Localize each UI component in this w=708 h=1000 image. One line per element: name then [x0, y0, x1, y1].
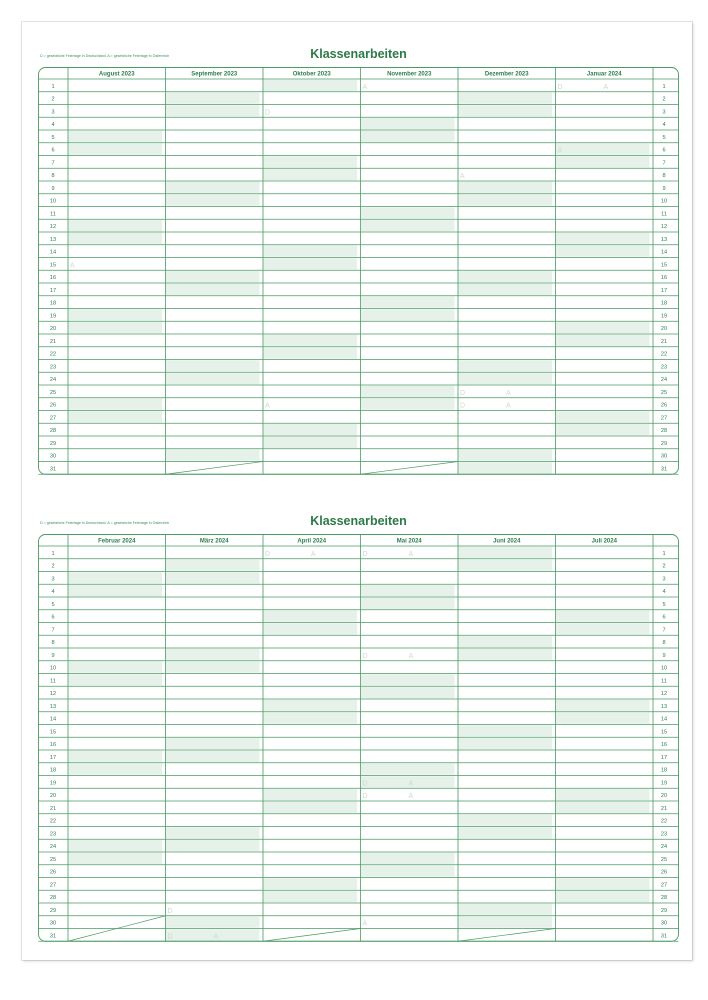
weekend-cell [69, 220, 163, 231]
day-number-right: 18 [660, 767, 668, 774]
page-title: Klassenarbeiten [310, 514, 407, 528]
weekend-cell [459, 738, 553, 749]
day-number-right: 24 [660, 377, 668, 384]
weekend-cell [69, 853, 163, 864]
weekend-cell [361, 764, 455, 775]
weekend-cell [69, 399, 163, 410]
invalid-day-strike [166, 462, 264, 475]
weekend-cell [459, 360, 553, 371]
weekend-cell [166, 271, 260, 282]
weekend-cell [69, 662, 163, 673]
weekend-cell [166, 738, 260, 749]
weekend-cell [166, 840, 260, 851]
weekend-cell [264, 246, 358, 257]
weekend-cell [361, 399, 455, 410]
day-number-right: 3 [662, 576, 666, 583]
weekend-cell [361, 853, 455, 864]
day-number-right: 31 [660, 933, 668, 940]
holiday-mark: A [506, 402, 511, 410]
day-number-right: 2 [662, 96, 666, 103]
day-number-right: 20 [660, 326, 668, 333]
weekend-cell [69, 674, 163, 685]
invalid-day-strike [361, 462, 459, 475]
weekend-cell [361, 674, 455, 685]
day-number-left: 25 [49, 389, 57, 396]
day-number-right: 19 [660, 780, 668, 787]
day-number-right: 16 [660, 742, 668, 749]
weekend-cell [264, 611, 358, 622]
weekend-cell [166, 572, 260, 583]
day-number-left: 28 [49, 895, 57, 902]
holiday-mark: D [460, 402, 466, 410]
day-number-right: 12 [660, 224, 668, 231]
holiday-mark: A [557, 147, 563, 155]
day-number-left: 24 [49, 377, 57, 384]
day-number-right: 26 [660, 402, 668, 409]
day-number-right: 28 [660, 428, 668, 435]
weekend-cell [166, 284, 260, 295]
day-number-right: 1 [662, 83, 666, 90]
weekend-cell [556, 424, 650, 435]
weekend-cell [556, 322, 650, 333]
month-header: Juli 2024 [591, 538, 617, 545]
invalid-day-strike [263, 929, 361, 942]
holiday-mark: A [213, 933, 219, 941]
day-number-left: 3 [51, 109, 55, 116]
weekend-cell [69, 585, 163, 596]
holiday-mark: D [362, 652, 368, 660]
weekend-cell [264, 424, 358, 435]
day-number-right: 14 [660, 249, 668, 256]
invalid-day-strike [458, 929, 556, 942]
weekend-cell [459, 547, 553, 558]
day-number-right: 22 [660, 818, 668, 825]
day-number-left: 26 [49, 869, 57, 876]
day-number-right: 4 [662, 122, 666, 129]
weekend-cell [69, 572, 163, 583]
day-number-left: 23 [49, 831, 57, 838]
day-number-left: 1 [51, 550, 55, 557]
weekend-cell [264, 623, 358, 634]
day-number-left: 27 [49, 415, 57, 422]
weekend-cell [361, 131, 455, 142]
calendar-grid [38, 534, 679, 944]
weekend-cell [556, 144, 650, 155]
weekend-cell [166, 195, 260, 206]
month-header: Februar 2024 [98, 538, 136, 545]
weekend-cell [556, 623, 650, 634]
weekend-cell [459, 725, 553, 736]
day-number-left: 12 [49, 691, 57, 698]
day-number-right: 17 [660, 754, 668, 761]
weekend-cell [556, 700, 650, 711]
day-number-left: 26 [49, 402, 57, 409]
weekend-cell [556, 611, 650, 622]
day-number-left: 9 [51, 652, 55, 659]
day-number-left: 18 [49, 300, 57, 307]
day-number-right: 20 [660, 793, 668, 800]
weekend-cell [69, 322, 163, 333]
day-number-left: 16 [49, 742, 57, 749]
weekend-cell [264, 802, 358, 813]
weekend-cell [556, 156, 650, 167]
day-number-left: 3 [51, 576, 55, 583]
weekend-cell [459, 182, 553, 193]
day-number-right: 19 [660, 313, 668, 320]
page-title: Klassenarbeiten [310, 47, 407, 61]
day-number-right: 3 [662, 109, 666, 116]
holiday-mark: A [362, 83, 368, 91]
weekend-cell [264, 891, 358, 902]
day-number-left: 7 [51, 160, 55, 167]
weekend-cell [69, 131, 163, 142]
day-number-right: 8 [662, 173, 666, 180]
month-header: Juni 2024 [493, 538, 521, 545]
day-number-left: 31 [49, 466, 57, 473]
day-number-left: 29 [49, 907, 57, 914]
day-number-right: 21 [660, 805, 668, 812]
day-number-left: 15 [49, 262, 57, 269]
weekend-cell [361, 866, 455, 877]
day-number-right: 21 [660, 338, 668, 345]
weekend-cell [264, 437, 358, 448]
day-number-left: 24 [49, 844, 57, 851]
weekend-cell [264, 80, 358, 91]
half-header [38, 514, 679, 534]
weekend-cell [69, 309, 163, 320]
weekend-cell [361, 687, 455, 698]
calendar-grid [38, 67, 679, 477]
day-number-right: 1 [662, 550, 666, 557]
holiday-mark: A [311, 550, 316, 558]
holiday-mark: A [408, 793, 414, 800]
day-number-left: 31 [49, 933, 57, 940]
half-header [38, 47, 679, 67]
day-number-left: 22 [49, 818, 57, 825]
weekend-cell [459, 93, 553, 104]
day-number-left: 2 [51, 96, 55, 103]
weekend-cell [361, 598, 455, 609]
weekend-cell [69, 751, 163, 762]
month-header: September 2023 [191, 71, 238, 78]
weekend-cell [556, 802, 650, 813]
day-number-right: 17 [660, 287, 668, 294]
day-number-right: 6 [662, 147, 666, 154]
day-number-left: 5 [51, 134, 55, 141]
weekend-cell [459, 917, 553, 928]
weekend-cell [556, 411, 650, 422]
weekend-cell [264, 258, 358, 269]
weekend-cell [264, 878, 358, 889]
month-header: Mai 2024 [396, 538, 422, 545]
day-number-right: 14 [660, 716, 668, 723]
day-number-left: 9 [51, 185, 55, 192]
day-number-left: 21 [49, 805, 57, 812]
weekend-cell [166, 662, 260, 673]
weekend-cell [459, 373, 553, 384]
day-number-right: 8 [662, 640, 666, 647]
month-header: April 2024 [297, 538, 327, 545]
weekend-cell [166, 917, 260, 928]
day-number-left: 10 [49, 198, 57, 205]
day-number-right: 16 [660, 275, 668, 282]
month-header: März 2024 [199, 538, 229, 545]
day-number-left: 13 [49, 236, 57, 243]
weekend-cell [264, 169, 358, 180]
day-number-left: 20 [49, 793, 57, 800]
day-number-right: 10 [660, 198, 668, 205]
weekend-cell [556, 891, 650, 902]
weekend-cell [264, 335, 358, 346]
day-number-left: 16 [49, 275, 57, 282]
holiday-mark: A [460, 173, 465, 180]
weekend-cell [361, 309, 455, 320]
day-number-right: 25 [660, 856, 668, 863]
day-number-left: 7 [51, 627, 55, 634]
day-number-right: 9 [662, 185, 666, 192]
day-number-left: 18 [49, 767, 57, 774]
holiday-mark: A [408, 652, 414, 660]
day-number-left: 10 [49, 665, 57, 672]
weekend-cell [361, 297, 455, 308]
weekend-cell [166, 751, 260, 762]
holiday-mark: A [506, 389, 511, 397]
day-number-right: 26 [660, 869, 668, 876]
weekend-cell [166, 182, 260, 193]
weekend-cell [459, 815, 553, 826]
weekend-cell [459, 636, 553, 647]
day-number-left: 4 [51, 589, 55, 596]
day-number-left: 5 [51, 601, 55, 608]
day-number-left: 13 [49, 703, 57, 710]
holiday-mark: D [362, 550, 368, 558]
day-number-left: 14 [49, 249, 57, 256]
weekend-cell [459, 560, 553, 571]
day-number-left: 14 [49, 716, 57, 723]
day-number-right: 2 [662, 563, 666, 570]
day-number-left: 6 [51, 147, 55, 154]
day-number-right: 13 [660, 703, 668, 710]
day-number-right: 29 [660, 907, 668, 914]
weekend-cell [459, 195, 553, 206]
month-header: November 2023 [387, 71, 432, 78]
day-number-left: 17 [49, 754, 57, 761]
holiday-mark: D [167, 933, 173, 941]
day-number-right: 15 [660, 729, 668, 736]
weekend-cell [361, 118, 455, 129]
weekend-cell [459, 462, 553, 473]
holiday-mark: D [362, 793, 368, 800]
day-number-left: 30 [49, 453, 57, 460]
day-number-right: 13 [660, 236, 668, 243]
weekend-cell [459, 904, 553, 915]
day-number-left: 1 [51, 83, 55, 90]
holiday-mark: A [408, 780, 414, 788]
day-number-left: 17 [49, 287, 57, 294]
holiday-mark: D [460, 389, 466, 397]
day-number-right: 27 [660, 882, 668, 889]
day-number-left: 23 [49, 364, 57, 371]
day-number-left: 15 [49, 729, 57, 736]
holiday-mark: D [265, 109, 271, 117]
day-number-left: 19 [49, 313, 57, 320]
weekend-cell [459, 105, 553, 116]
day-number-right: 5 [662, 601, 666, 608]
holiday-mark: D [167, 907, 173, 915]
day-number-left: 19 [49, 780, 57, 787]
weekend-cell [361, 220, 455, 231]
weekend-cell [361, 386, 455, 397]
day-number-left: 11 [50, 678, 56, 685]
holiday-mark: D [265, 550, 271, 558]
day-number-left: 4 [51, 122, 55, 129]
weekend-cell [459, 450, 553, 461]
day-number-right: 12 [660, 691, 668, 698]
weekend-cell [556, 713, 650, 724]
day-number-right: 31 [660, 466, 668, 473]
day-number-right: 9 [662, 652, 666, 659]
weekend-cell [264, 156, 358, 167]
day-number-left: 20 [49, 326, 57, 333]
weekend-cell [556, 335, 650, 346]
weekend-cell [166, 93, 260, 104]
weekend-cell [556, 878, 650, 889]
legend-text: D = gesetzliche Feiertage in Deutschland, A = gesetzliche Feiertage in Österreich [40, 54, 170, 58]
weekend-cell [264, 348, 358, 359]
day-number-right: 10 [660, 665, 668, 672]
day-number-right: 4 [662, 589, 666, 596]
weekend-cell [69, 233, 163, 244]
weekend-cell [166, 827, 260, 838]
day-number-right: 22 [660, 351, 668, 358]
weekend-cell [264, 789, 358, 800]
weekend-cell [166, 360, 260, 371]
day-number-right: 15 [660, 262, 668, 269]
weekend-cell [166, 560, 260, 571]
day-number-right: 29 [660, 440, 668, 447]
day-number-left: 11 [50, 211, 56, 218]
weekend-cell [264, 713, 358, 724]
day-number-left: 8 [51, 173, 55, 180]
day-number-right: 5 [662, 134, 666, 141]
day-number-right: 27 [660, 415, 668, 422]
weekend-cell [459, 827, 553, 838]
day-number-right: 28 [660, 895, 668, 902]
weekend-cell [361, 585, 455, 596]
day-number-left: 8 [51, 640, 55, 647]
day-number-left: 21 [49, 338, 57, 345]
day-number-right: 7 [662, 627, 666, 634]
day-number-right: 25 [660, 389, 668, 396]
day-number-right: 23 [660, 364, 668, 371]
day-number-right: 30 [660, 453, 668, 460]
calendar-half-1 [38, 47, 679, 477]
weekend-cell [556, 233, 650, 244]
weekend-cell [556, 789, 650, 800]
day-number-left: 25 [49, 856, 57, 863]
weekend-cell [459, 649, 553, 660]
weekend-cell [166, 373, 260, 384]
weekend-cell [459, 271, 553, 282]
month-header: August 2023 [98, 71, 135, 78]
day-number-left: 29 [49, 440, 57, 447]
holiday-mark: A [603, 83, 609, 91]
weekend-cell [69, 764, 163, 775]
day-number-right: 24 [660, 844, 668, 851]
weekend-cell [459, 284, 553, 295]
month-header: Dezember 2023 [484, 71, 529, 78]
month-header: Januar 2024 [586, 71, 622, 78]
weekend-cell [69, 840, 163, 851]
day-number-left: 30 [49, 920, 57, 927]
holiday-mark: A [408, 550, 414, 558]
legend-text: D = gesetzliche Feiertage in Deutschland, A = gesetzliche Feiertage in Österreich [40, 521, 170, 525]
day-number-left: 6 [51, 614, 55, 621]
holiday-mark: A [70, 262, 75, 270]
weekend-cell [264, 700, 358, 711]
day-number-right: 30 [660, 920, 668, 927]
weekend-cell [69, 144, 163, 155]
calendar-half-2 [38, 514, 679, 944]
day-number-right: 6 [662, 614, 666, 621]
day-number-left: 28 [49, 428, 57, 435]
day-number-right: 23 [660, 831, 668, 838]
holiday-mark: A [265, 402, 270, 410]
weekend-cell [166, 649, 260, 660]
weekend-cell [166, 105, 260, 116]
weekend-cell [166, 450, 260, 461]
holiday-mark: A [362, 920, 368, 928]
day-number-left: 22 [49, 351, 57, 358]
weekend-cell [556, 246, 650, 257]
month-header: Oktober 2023 [292, 71, 331, 78]
holiday-mark: D [557, 83, 563, 91]
weekend-cell [69, 411, 163, 422]
day-number-right: 11 [661, 211, 667, 218]
weekend-cell [361, 207, 455, 218]
day-number-right: 7 [662, 160, 666, 167]
day-number-left: 27 [49, 882, 57, 889]
holiday-mark: D [362, 780, 368, 788]
day-number-left: 12 [49, 224, 57, 231]
day-number-right: 18 [660, 300, 668, 307]
day-number-left: 2 [51, 563, 55, 570]
day-number-right: 11 [661, 678, 667, 685]
